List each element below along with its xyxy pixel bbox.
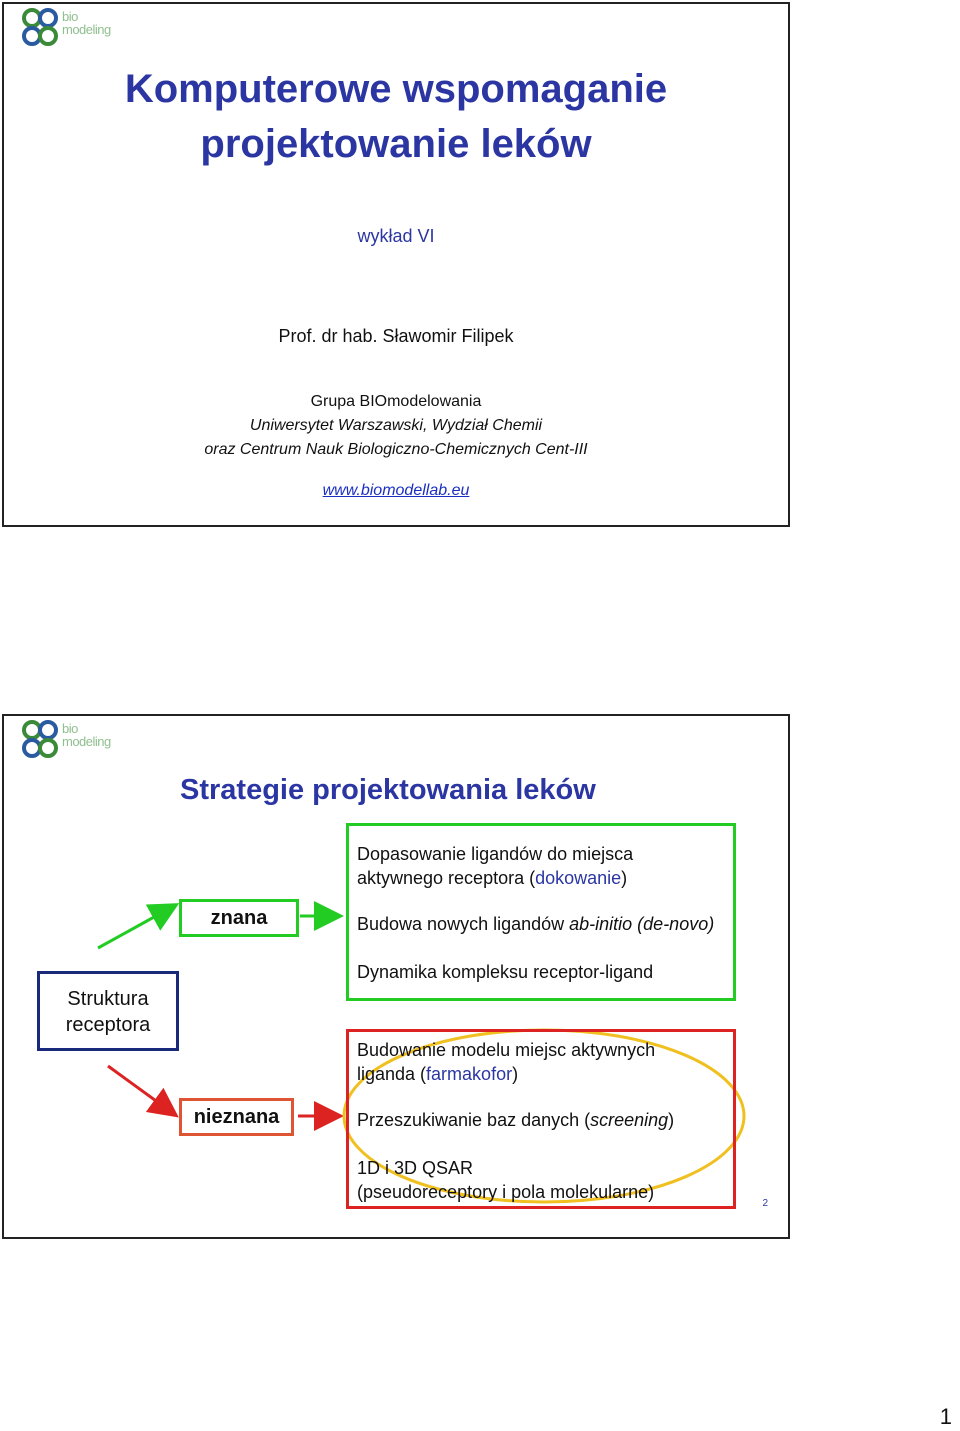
strategy-qsar-line2: (pseudoreceptory i pola molekularne) [357, 1182, 655, 1202]
strategy-qsar-line1: 1D i 3D QSAR [357, 1158, 474, 1178]
title-slide [2, 2, 790, 527]
website-link[interactable]: www.biomodellab.eu [322, 482, 470, 499]
biomodeling-logo [16, 6, 126, 50]
affiliation-line3: oraz Centrum Nauk Biologiczno-Chemicznych Cent-III [204, 441, 588, 458]
strategy-de-novo: Budowa nowych ligandów ab-initio (de-novo) [357, 914, 715, 934]
receptor-structure-box: Struktura receptora [37, 971, 179, 1051]
author-name: Prof. dr hab. Sławomir Filipek [278, 326, 514, 346]
strategy-docking-line1: Dopasowanie ligandów do miejsca [357, 844, 634, 864]
unknown-strategies-box [346, 1029, 736, 1209]
lecture-number: wykład VI [357, 226, 435, 246]
known-strategies-box [346, 823, 736, 1001]
strategy-pharmacophore-line1: Budowanie modelu miejsc aktywnych [357, 1040, 656, 1060]
known-label: znana [179, 899, 299, 937]
slide-title: Strategie projektowania leków [180, 774, 596, 806]
slide-page-number: 2 [762, 1198, 768, 1209]
affiliation-line2: Uniwersytet Warszawski, Wydział Chemii [249, 417, 543, 434]
sheet-page-number: 1 [939, 1404, 952, 1429]
logo-text-bio: bio [62, 9, 78, 24]
strategy-slide [2, 714, 790, 1239]
strategy-docking-line2: aktywnego receptora (dokowanie) [357, 868, 628, 888]
unknown-label: nieznana [179, 1098, 294, 1136]
arrow-known [98, 906, 174, 948]
strategy-dynamics: Dynamika kompleksu receptor-ligand [357, 962, 654, 982]
strategy-screening: Przeszukiwanie baz danych (screening) [357, 1110, 675, 1130]
logo-text-modeling: modeling [62, 22, 111, 37]
arrow-unknown [108, 1066, 174, 1114]
logo-text-bio: bio [62, 721, 78, 736]
slide-title [4, 62, 788, 172]
strategy-pharmacophore-line2: liganda (farmakofor) [357, 1064, 519, 1084]
affiliation [4, 390, 788, 462]
affiliation-line1: Grupa BIOmodelowania [310, 393, 482, 410]
slide-title-line1: Komputerowe wspomaganie [124, 67, 668, 111]
slide-title-line2: projektowanie leków [200, 122, 592, 166]
logo-text-modeling: modeling [62, 734, 111, 749]
